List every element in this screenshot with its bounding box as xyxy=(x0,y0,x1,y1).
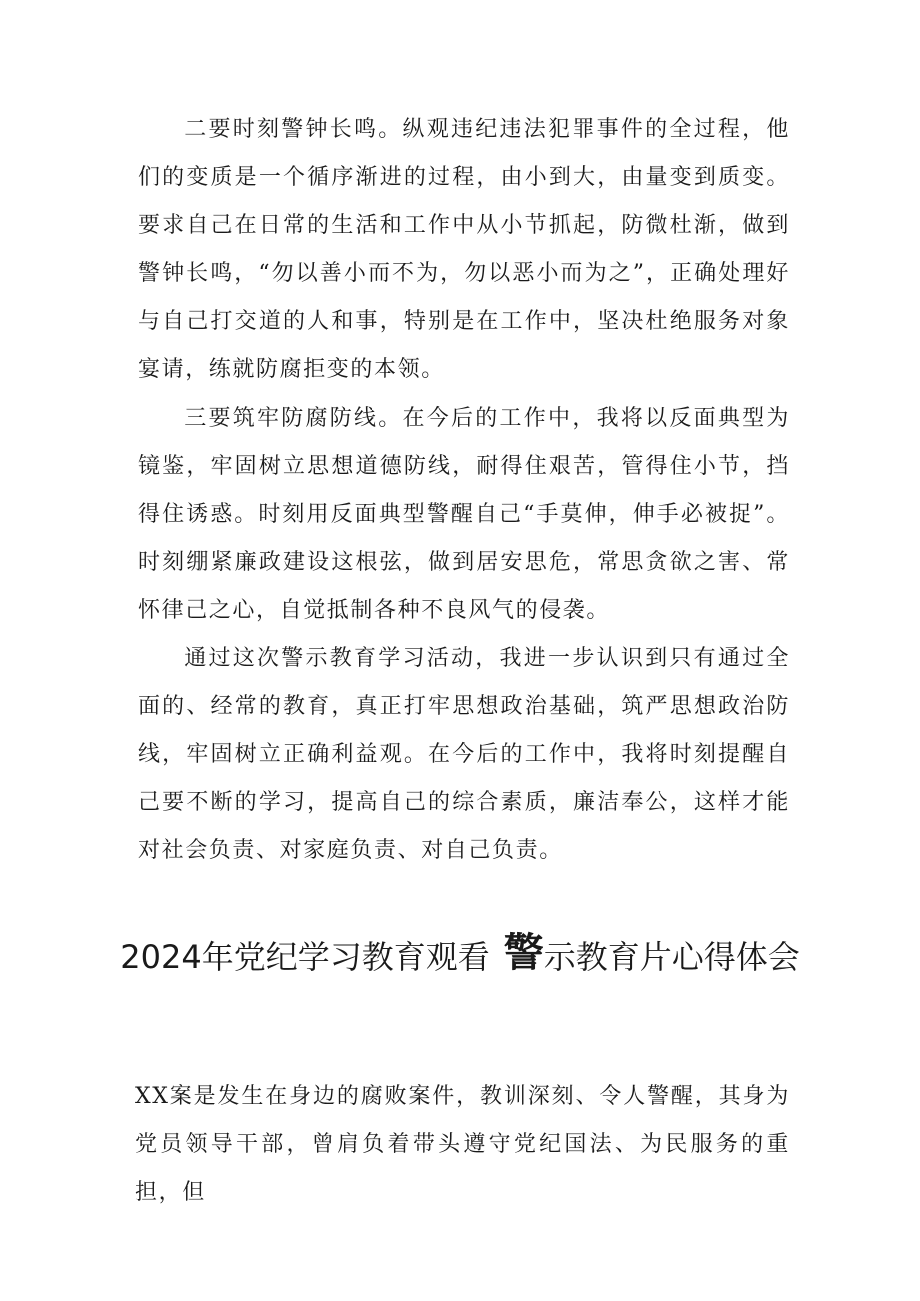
paragraph-text: 通过这次警示教育学习活动，我进一步认识到只有通过全面的、经常的教育，真正打牢思想政治基础，筑严思想政治防线，牢固树立正确利益观。在今后的工作中，我将时刻提醒自己要不断的学习，提高自己的综合素质，廉洁奉公，这样才能对社会负责、对家庭负责、对自己负责。 xyxy=(138,646,790,863)
title-part-2: 警 xyxy=(503,930,544,976)
paragraph-case-intro: XX案是发生在身边的腐败案件，教训深刻、令人警醒，其身为党员领导干部，曾肩负着带头遵守党纪国法、为民服务的重担，但 xyxy=(135,1084,790,1205)
document-title xyxy=(110,930,810,980)
paragraph-defense xyxy=(138,395,790,635)
paragraph-conclusion xyxy=(138,635,790,875)
paragraph-vigilance xyxy=(138,106,790,394)
paragraph-text: 二要时刻警钟长鸣。纵观违纪违法犯罪事件的全过程，他们的变质是一个循序渐进的过程，由小到大，由量变到质变。要求自己在日常的生活和工作中从小节抓起，防微杜渐，做到警钟长鸣，“勿以善小而不为，勿以恶小而为之”，正确处理好与自己打交道的人和事，特别是在工作中，坚决杜绝服务对象宴请，练就防腐拒变的本领。 xyxy=(138,117,790,382)
paragraph-text: 三要筑牢防腐防线。在今后的工作中，我将以反面典型为镜鉴，牢固树立思想道德防线，耐得住艰苦，管得住小节，挡得住诱惑。时刻用反面典型警醒自己“手莫伸，伸手必被捉”。时刻绷紧廉政建设这根弦，做到居安思危，常思贪欲之害、常怀律己之心，自觉抵制各种不良风气的侵袭。 xyxy=(138,406,790,623)
title-part-1: 2024年党纪学习教育观看 xyxy=(120,938,490,976)
title-part-3: 示教育片心得体会 xyxy=(543,938,800,976)
